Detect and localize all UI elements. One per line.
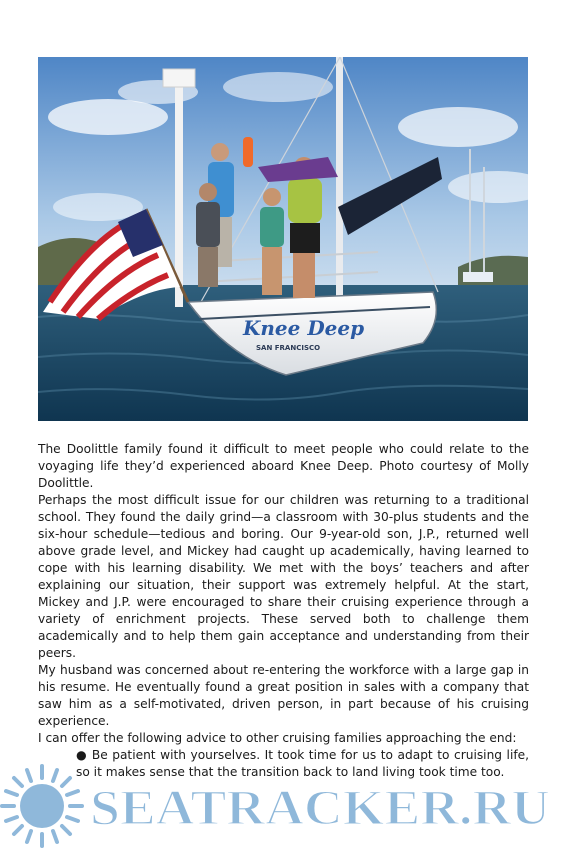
boat-name-text: Knee Deep bbox=[243, 316, 365, 340]
paragraph-workforce: My husband was concerned about re-entering the workforce with a large gap in his resume. He eventually found a great position in sales with a company that saw him as a self-motivated, driven person, in part because of his cruising experience. bbox=[38, 663, 529, 728]
watermark bbox=[0, 762, 566, 850]
advice-bullet-text: Be patient with yourselves. It took time for us to adapt to cruising life, so it makes sense that the transition back to land living took time too. bbox=[76, 748, 529, 779]
sailboat-family-image bbox=[38, 57, 528, 421]
sun-logo-icon bbox=[2, 766, 82, 846]
watermark-text: SEATRACKER.RU bbox=[90, 779, 550, 835]
paragraph-school: Perhaps the most difficult issue for our children was returning to a traditional school. They found the daily grind—a classroom with 30-plus students and the six-hour schedule—tedious and boring. Our 9-year-old son, J.P., returned well above grade level, and Mickey had caught up academically, having learned to cope with his learning disability. We met with the boys’ teachers and after explaining our situation, their support was extremely helpful. At the start, Mickey and J.P. were encouraged to share their cruising experience through a variety of enrichment projects. These served both to challenge them academically and to help them gain acceptance and understanding from their peers. bbox=[38, 493, 529, 660]
article-body bbox=[38, 441, 529, 781]
photo-caption: The Doolittle family found it difficult to meet people who could relate to the voyaging life they’d experienced aboard Knee Deep. Photo courtesy of Molly Doolittle. bbox=[38, 442, 529, 490]
advice-bullet: ● Be patient with yourselves. It took time for us to adapt to cruising life, so it makes sense that the transition back to land living took time too. bbox=[76, 748, 529, 779]
paragraph-advice-intro: I can offer the following advice to other cruising families approaching the end: bbox=[38, 731, 517, 745]
boat-home-port-text: SAN FRANCISCO bbox=[256, 344, 321, 352]
boat-photo bbox=[38, 57, 528, 421]
